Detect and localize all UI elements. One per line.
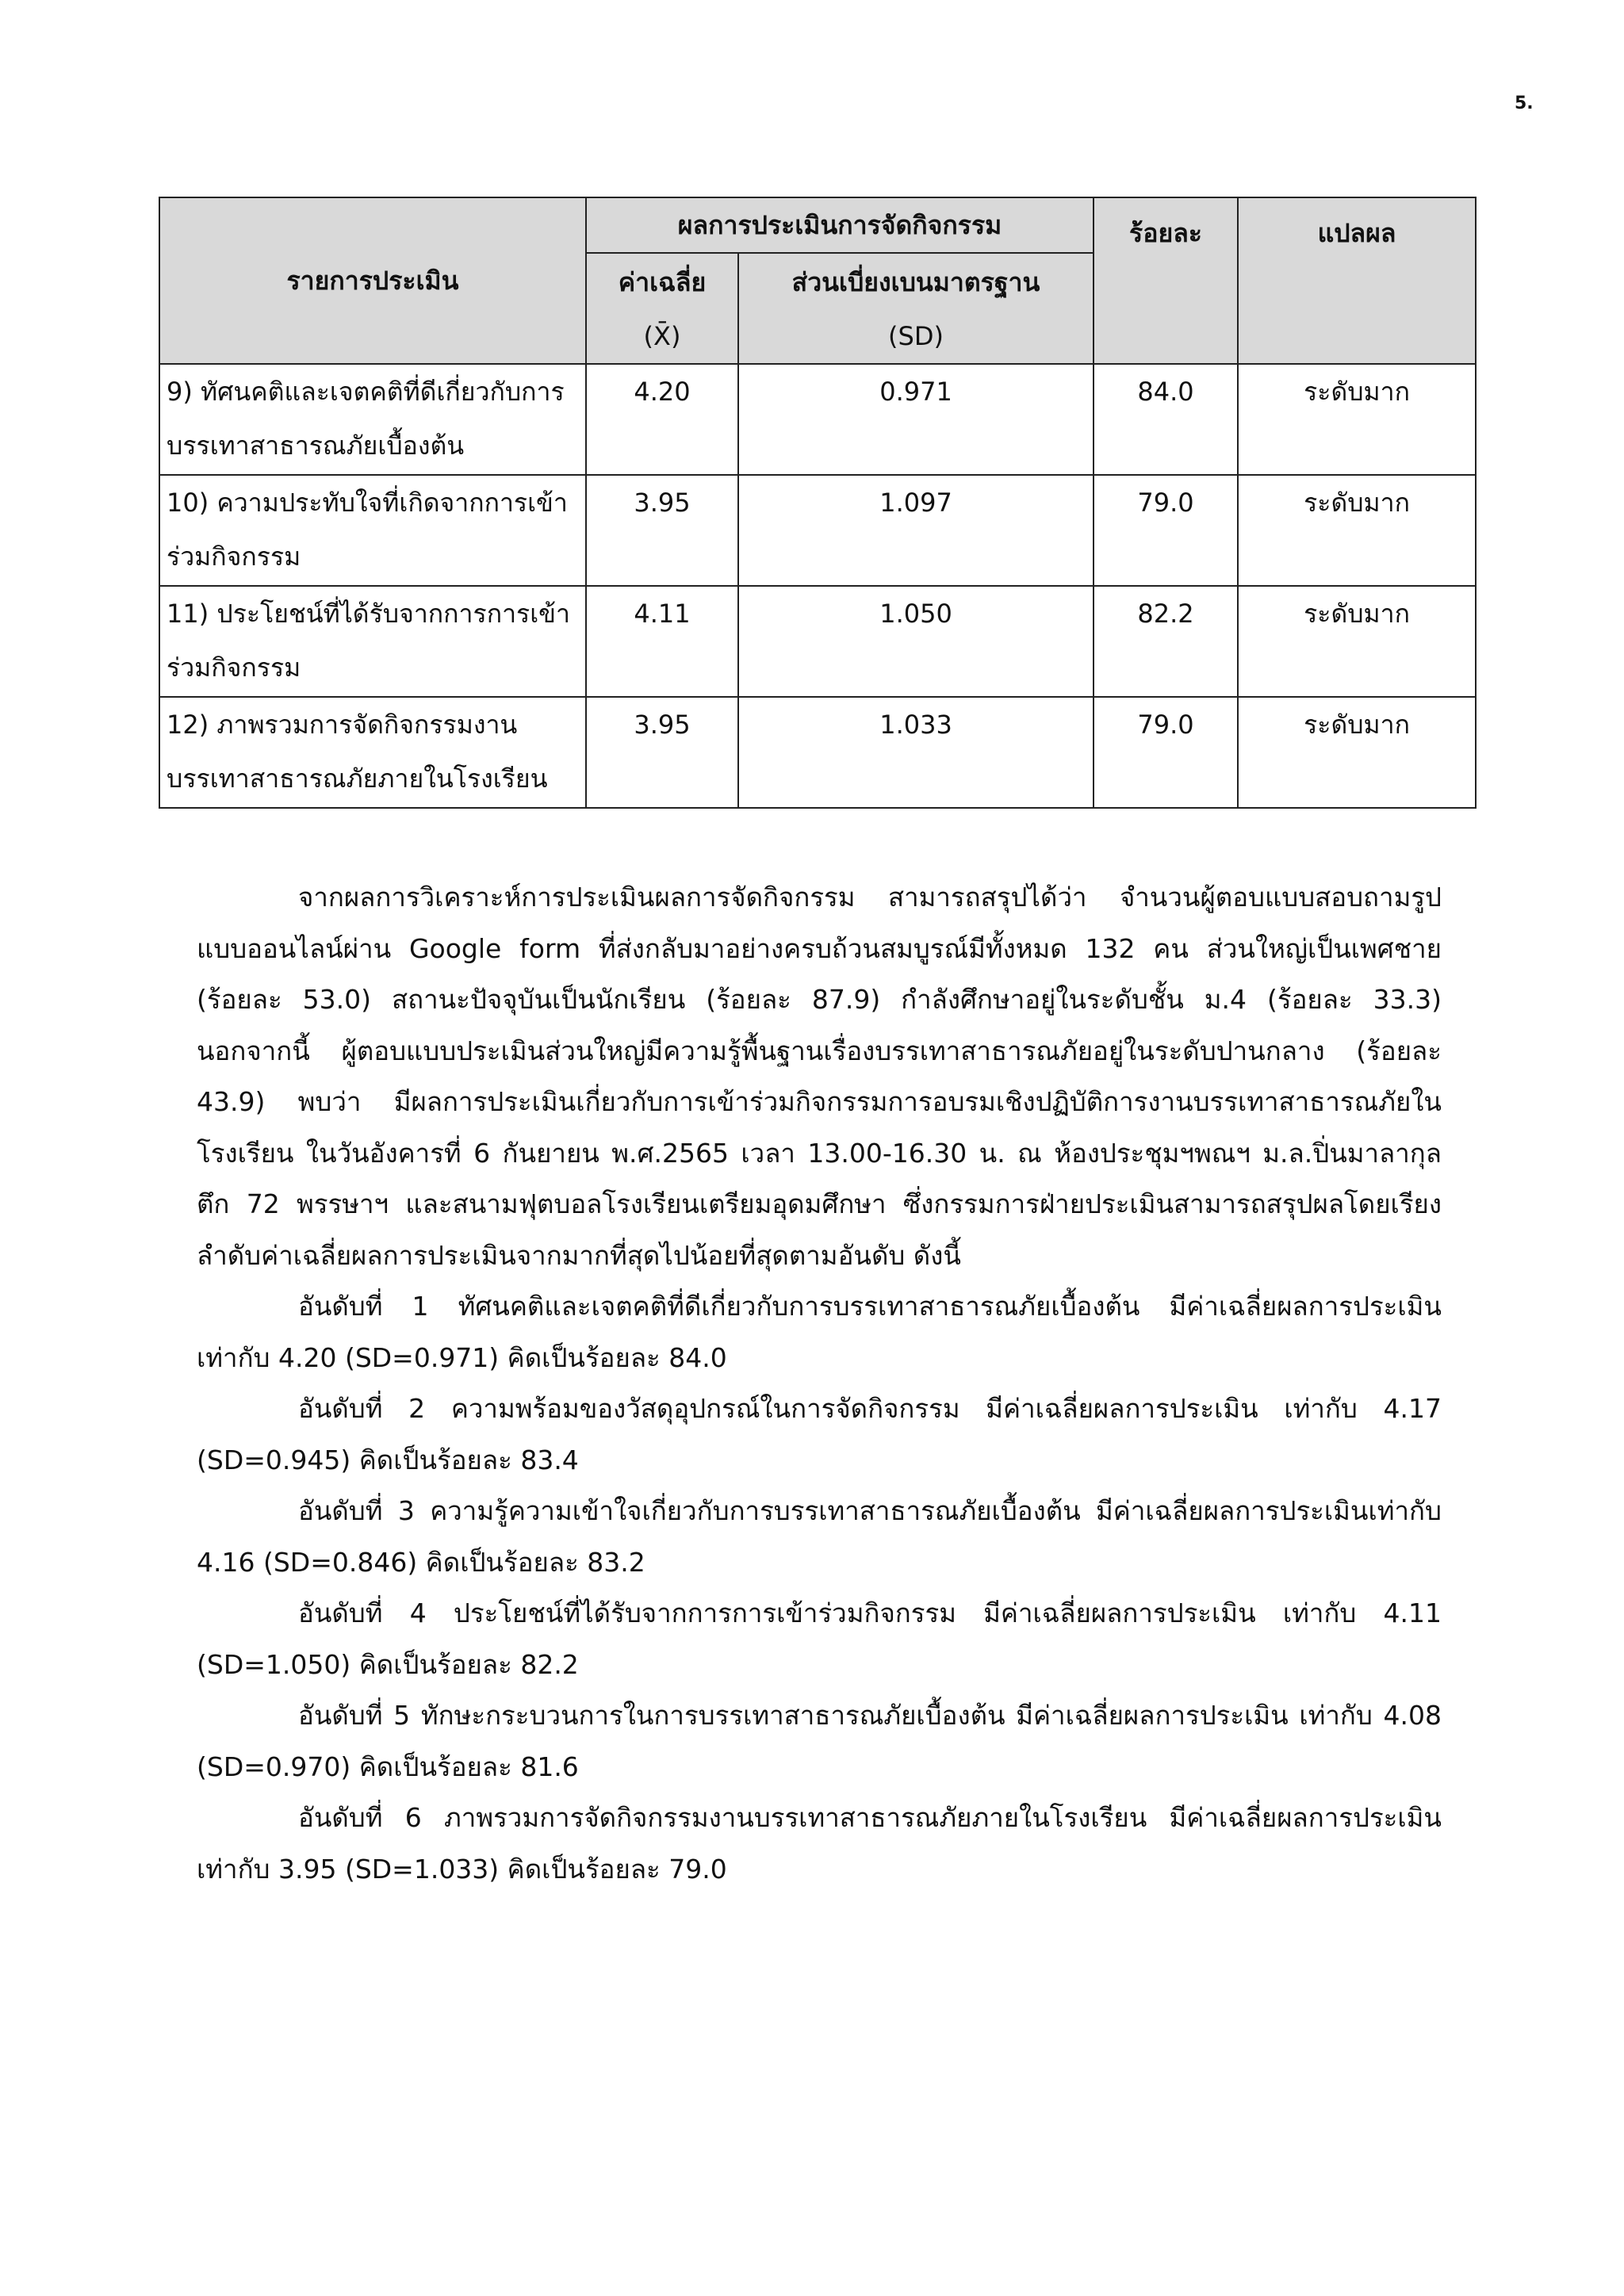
header-sd xyxy=(738,253,1094,364)
row-sd: 1.033 xyxy=(738,697,1094,808)
row-percent: 84.0 xyxy=(1094,364,1238,475)
row-mean: 3.95 xyxy=(586,697,738,808)
row-sd: 1.097 xyxy=(738,475,1094,586)
row-item: 12) ภาพรวมการจัดกิจกรรมงานบรรเทาสาธารณภัยภายในโรงเรียน xyxy=(159,697,586,808)
ranking-paragraph: อันดับที่ 4 ประโยชน์ที่ได้รับจากการการเข้าร่วมกิจกรรม มีค่าเฉลี่ยผลการประเมิน เท่ากับ 4.11 (SD=1.050) คิดเป็นร้อยละ 82.2 xyxy=(197,1598,1442,1680)
header-percent: ร้อยละ xyxy=(1094,197,1238,364)
table-row xyxy=(159,697,1476,808)
header-interpretation: แปลผล xyxy=(1238,197,1476,364)
summary-text xyxy=(197,872,1442,1895)
evaluation-table xyxy=(159,197,1477,809)
header-mean-symbol: (X̄) xyxy=(643,321,681,351)
row-sd: 0.971 xyxy=(738,364,1094,475)
ranking-paragraph: อันดับที่ 2 ความพร้อมของวัสดุอุปกรณ์ในการจัดกิจกรรม มีค่าเฉลี่ยผลการประเมิน เท่ากับ 4.17 (SD=0.945) คิดเป็นร้อยละ 83.4 xyxy=(197,1393,1442,1475)
row-mean: 3.95 xyxy=(586,475,738,586)
ranking-paragraph: อันดับที่ 6 ภาพรวมการจัดกิจกรรมงานบรรเทาสาธารณภัยภายในโรงเรียน มีค่าเฉลี่ยผลการประเมินเท่ากับ 3.95 (SD=1.033) คิดเป็นร้อยละ 79.0 xyxy=(197,1802,1442,1885)
summary-paragraph: จากผลการวิเคราะห์การประเมินผลการจัดกิจกรรม สามารถสรุปได้ว่า จำนวนผู้ตอบแบบสอบถามรูปแบบออนไลน์ผ่าน Google form ที่ส่งกลับมาอย่างครบถ้วนสมบูรณ์มีทั้งหมด 132 คน ส่วนใหญ่เป็นเพศชาย (ร้อยละ 53.0) สถานะปัจจุบันเป็นนักเรียน (ร้อยละ 87.9) กำลังศึกษาอยู่ในระดับชั้น ม.4 (ร้อยละ 33.3) นอกจากนี้ ผู้ตอบแบบประเมินส่วนใหญ่มีความรู้พื้นฐานเรื่องบรรเทาสาธารณภัยอยู่ในระดับปานกลาง (ร้อยละ 43.9) พบว่า มีผลการประเมินเกี่ยวกับการเข้าร่วมกิจกรรมการอบรมเชิงปฏิบัติการงานบรรเทาสาธารณภัยในโรงเรียน ในวันอังคารที่ 6 กันยายน พ.ศ.2565 เวลา 13.00-16.30 น. ณ ห้องประชุมฯพณฯ ม.ล.ปิ่นมาลากุล ตึก 72 พรรษาฯ และสนามฟุตบอลโรงเรียนเตรียมอุดมศึกษา ซึ่งกรรมการฝ่ายประเมินสามารถสรุปผลโดยเรียงลำดับค่าเฉลี่ยผลการประเมินจากมากที่สุดไปน้อยที่สุดตามอันดับ ดังนี้ xyxy=(197,882,1442,1271)
row-item: 9) ทัศนคติและเจตคติที่ดีเกี่ยวกับการบรรเทาสาธารณภัยเบื้องต้น xyxy=(159,364,586,475)
table-row xyxy=(159,364,1476,475)
ranking-paragraph: อันดับที่ 5 ทักษะกระบวนการในการบรรเทาสาธารณภัยเบื้องต้น มีค่าเฉลี่ยผลการประเมิน เท่ากับ 4.08 (SD=0.970) คิดเป็นร้อยละ 81.6 xyxy=(197,1700,1442,1782)
table-row xyxy=(159,475,1476,586)
row-percent: 82.2 xyxy=(1094,586,1238,697)
row-percent: 79.0 xyxy=(1094,697,1238,808)
ranking-paragraph: อันดับที่ 3 ความรู้ความเข้าใจเกี่ยวกับการบรรเทาสาธารณภัยเบื้องต้น มีค่าเฉลี่ยผลการประเมินเท่ากับ 4.16 (SD=0.846) คิดเป็นร้อยละ 83.2 xyxy=(197,1495,1442,1578)
row-item: 11) ประโยชน์ที่ได้รับจากการการเข้าร่วมกิจกรรม xyxy=(159,586,586,697)
row-result: ระดับมาก xyxy=(1238,697,1476,808)
row-mean: 4.11 xyxy=(586,586,738,697)
row-mean: 4.20 xyxy=(586,364,738,475)
header-sd-symbol: (SD) xyxy=(888,321,944,351)
header-sd-label: ส่วนเบี่ยงเบนมาตรฐาน xyxy=(791,267,1040,297)
ranking-paragraph: อันดับที่ 1 ทัศนคติและเจตคติที่ดีเกี่ยวกับการบรรเทาสาธารณภัยเบื้องต้น มีค่าเฉลี่ยผลการประเมินเท่ากับ 4.20 (SD=0.971) คิดเป็นร้อยละ 84.0 xyxy=(197,1291,1442,1373)
row-percent: 79.0 xyxy=(1094,475,1238,586)
header-mean-label: ค่าเฉลี่ย xyxy=(618,267,707,297)
page-number: 5. xyxy=(1515,94,1534,113)
header-item: รายการประเมิน xyxy=(159,197,586,364)
row-result: ระดับมาก xyxy=(1238,475,1476,586)
header-mean xyxy=(586,253,738,364)
row-item: 10) ความประทับใจที่เกิดจากการเข้าร่วมกิจกรรม xyxy=(159,475,586,586)
row-sd: 1.050 xyxy=(738,586,1094,697)
row-result: ระดับมาก xyxy=(1238,586,1476,697)
row-result: ระดับมาก xyxy=(1238,364,1476,475)
header-evaluation-result: ผลการประเมินการจัดกิจกรรม xyxy=(586,197,1094,253)
table-row xyxy=(159,586,1476,697)
